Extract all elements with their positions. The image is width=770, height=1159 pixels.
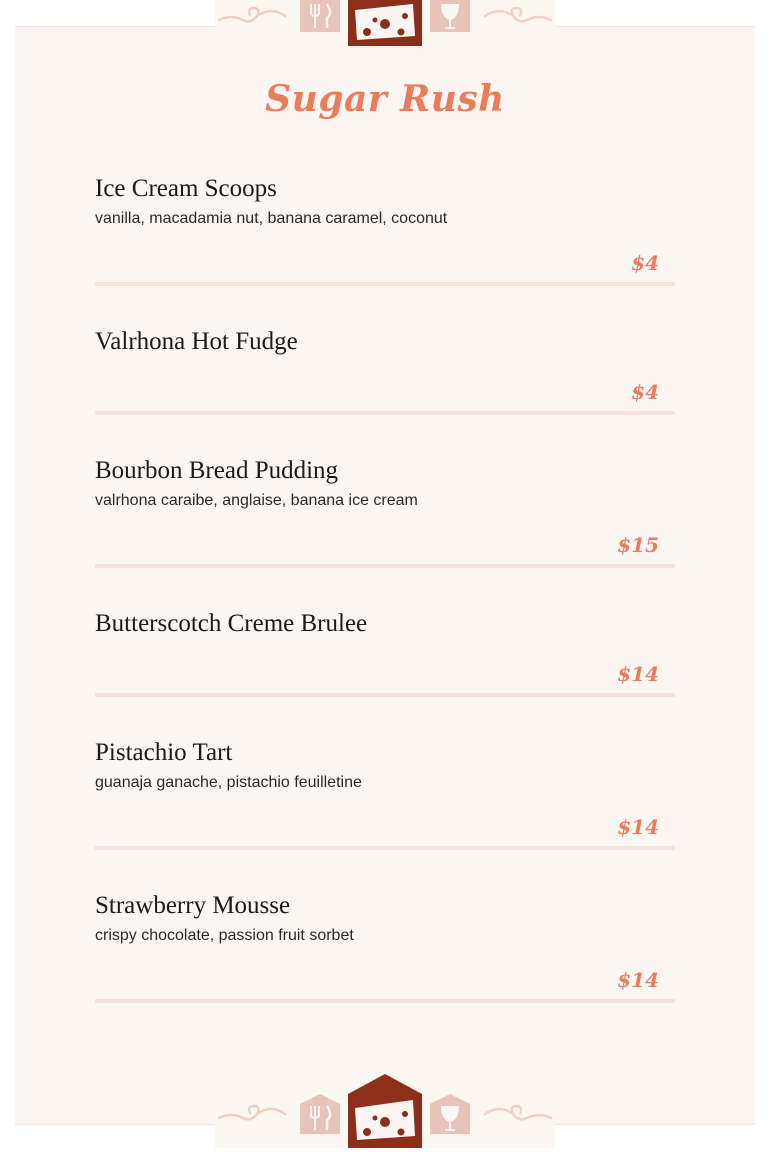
- item-description: valrhona caraibe, anglaise, banana ice cream: [95, 492, 418, 509]
- item-description: crispy chocolate, passion fruit sorbet: [95, 927, 354, 944]
- fork-knife-icon: [300, 1094, 340, 1134]
- item-price: $4: [631, 251, 659, 275]
- item-divider: [95, 282, 675, 286]
- bottom-ornament: [215, 1074, 555, 1148]
- item-description: vanilla, macadamia nut, banana caramel, coconut: [95, 210, 448, 227]
- cheese-icon: [348, 1074, 422, 1148]
- item-price: $4: [631, 380, 659, 404]
- item-name: Pistachio Tart: [95, 739, 233, 766]
- item-divider: [95, 999, 675, 1003]
- item-name: Butterscotch Creme Brulee: [95, 610, 368, 637]
- wine-glass-icon: [430, 0, 470, 32]
- item-price: $14: [617, 662, 659, 686]
- wine-glass-icon: [430, 1094, 470, 1134]
- item-divider: [95, 693, 675, 697]
- item-name: Valrhona Hot Fudge: [95, 328, 298, 355]
- item-name: Bourbon Bread Pudding: [95, 457, 339, 484]
- cheese-icon: [348, 0, 422, 46]
- fork-knife-icon: [300, 0, 340, 32]
- top-ornament: [215, 0, 555, 46]
- item-price: $14: [617, 968, 659, 992]
- item-price: $15: [617, 533, 659, 557]
- item-divider: [95, 846, 675, 850]
- item-name: Strawberry Mousse: [95, 892, 291, 919]
- item-description: guanaja ganache, pistachio feuilletine: [95, 774, 362, 791]
- item-divider: [95, 411, 675, 415]
- item-divider: [95, 564, 675, 568]
- menu-title: Sugar Rush: [265, 78, 505, 120]
- item-name: Ice Cream Scoops: [95, 175, 277, 202]
- item-price: $14: [617, 815, 659, 839]
